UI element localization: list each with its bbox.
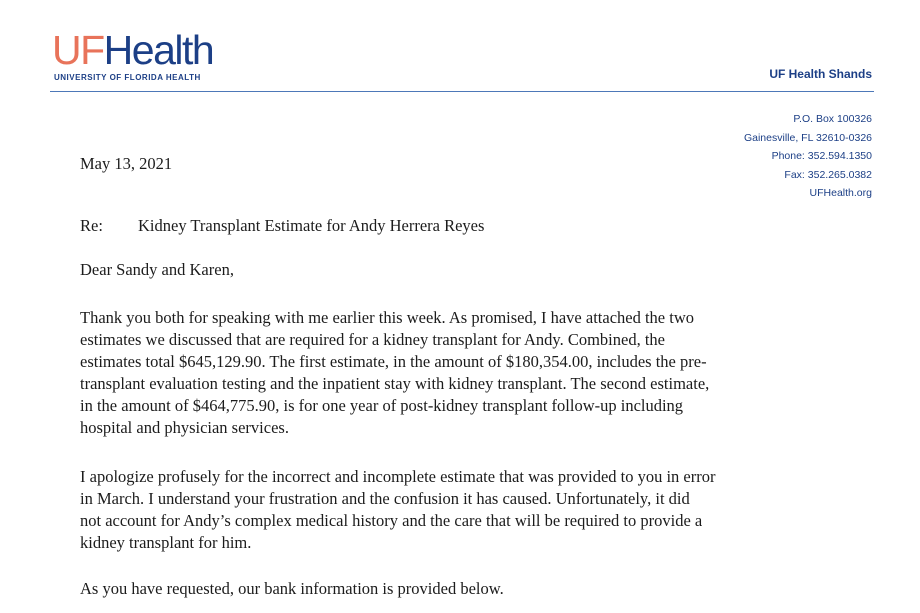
paragraph-line: estimates we discussed that are required for a kidney transplant for Andy. Combined, the — [80, 330, 665, 349]
paragraph-line: kidney transplant for him. — [80, 533, 252, 552]
paragraph-line: hospital and physician services. — [80, 418, 289, 437]
paragraph-estimates — [80, 307, 880, 439]
re-label: Re: — [80, 216, 103, 235]
paragraph-line: Thank you both for speaking with me earlier this week. As promised, I have attached the two — [80, 308, 694, 327]
paragraph-line: transplant evaluation testing and the inpatient stay with kidney transplant. The second estimate, — [80, 374, 710, 393]
salutation: Dear Sandy and Karen, — [80, 260, 234, 279]
paragraph-line: I apologize profusely for the incorrect and incomplete estimate that was provided to you in error — [80, 467, 716, 486]
address-phone: Phone: 352.594.1350 — [771, 150, 872, 162]
address-website: UFHealth.org — [809, 187, 872, 199]
address-city: Gainesville, FL 32610-0326 — [743, 131, 872, 144]
organization-name: UF Health Shands — [769, 67, 872, 81]
logo-uf-text: UF — [52, 27, 104, 73]
paragraph-line: in the amount of $464,775.90, is for one year of post-kidney transplant follow-up including — [80, 396, 684, 415]
paragraph-bank-info — [80, 578, 880, 600]
paragraph-apology — [80, 466, 880, 554]
logo-subtitle: UNIVERSITY OF FLORIDA HEALTH — [54, 73, 201, 82]
re-subject: Kidney Transplant Estimate for Andy Herrera Reyes — [138, 216, 485, 235]
header-divider — [50, 91, 874, 92]
paragraph-line: not account for Andy’s complex medical history and the care that will be required to provide a — [80, 511, 703, 530]
address-po-box: P.O. Box 100326 — [793, 113, 872, 125]
logo-health-text: Health — [103, 27, 214, 73]
paragraph-line: in March. I understand your frustration and the confusion it has caused. Unfortunately, it did — [80, 489, 690, 508]
paragraph-line: estimates total $645,129.90. The first estimate, in the amount of $180,354.00, includes the pre- — [80, 352, 707, 371]
uf-health-logo — [52, 27, 214, 73]
address-fax: Fax: 352.265.0382 — [784, 168, 872, 181]
paragraph-line: As you have requested, our bank information is provided below. — [80, 579, 504, 598]
letter-date: May 13, 2021 — [80, 154, 173, 173]
return-address — [744, 110, 872, 203]
